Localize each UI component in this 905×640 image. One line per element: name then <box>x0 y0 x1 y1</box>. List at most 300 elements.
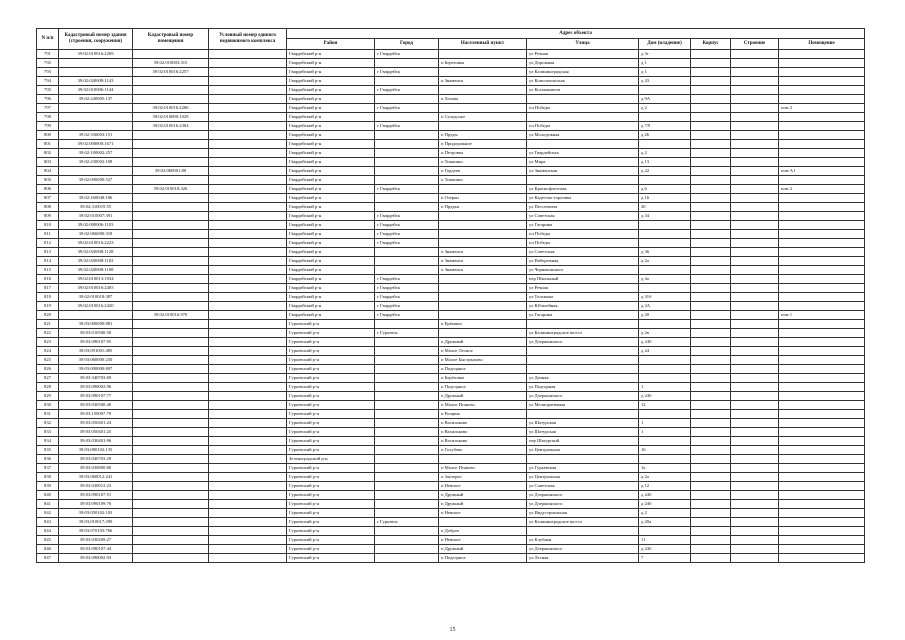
cell-house <box>639 266 691 275</box>
cell-city: г Гвардейск <box>375 275 439 284</box>
cell-city <box>375 113 439 122</box>
cell-cadastral-building: 39:03:030800:80 <box>59 464 133 473</box>
cell-district: Гвардейский р-н <box>287 95 375 104</box>
cell-cadastral-room <box>133 464 209 473</box>
header-district: Район <box>287 39 375 50</box>
cell-district: Гурьевский р-н <box>287 410 375 419</box>
cell-cadastral-building <box>59 311 133 320</box>
cell-district: Зеленоградский р-н <box>287 455 375 464</box>
cell-settlement <box>439 230 527 239</box>
cell-conditional-complex <box>209 68 287 77</box>
cell-structure <box>731 104 779 113</box>
cell-cadastral-building: 39:02:010013:1034 <box>59 275 133 284</box>
cell-room <box>779 536 865 545</box>
cell-district: Гвардейский р-н <box>287 104 375 113</box>
cell-structure <box>731 446 779 455</box>
cell-structure <box>731 509 779 518</box>
cell-conditional-complex <box>209 257 287 266</box>
cell-building <box>691 473 731 482</box>
cell-settlement: п Березовка <box>439 59 527 68</box>
cell-settlement: п Знаменск <box>439 248 527 257</box>
cell-cadastral-room: 39:02:010016:2257 <box>133 68 209 77</box>
cell-settlement <box>439 212 527 221</box>
cell-structure <box>731 158 779 167</box>
cell-building <box>691 392 731 401</box>
cell-district: Гурьевский р-н <box>287 419 375 428</box>
table-row <box>37 239 865 248</box>
cell-row-number: 805 <box>37 176 59 185</box>
cell-city <box>375 59 439 68</box>
cell-settlement: п Голубево <box>439 446 527 455</box>
cell-street <box>527 95 639 104</box>
cell-cadastral-building: 39:02:020008:1182 <box>59 257 133 266</box>
cell-city <box>375 500 439 509</box>
header-structure: Строение <box>731 39 779 50</box>
cell-row-number: 844 <box>37 527 59 536</box>
cell-structure <box>731 203 779 212</box>
cell-settlement: п Васильково <box>439 437 527 446</box>
cell-room <box>779 176 865 185</box>
cell-cadastral-room <box>133 428 209 437</box>
cell-room: пом 1 <box>779 311 865 320</box>
cell-building <box>691 500 731 509</box>
cell-building <box>691 455 731 464</box>
cell-structure <box>731 347 779 356</box>
cell-cadastral-room <box>133 212 209 221</box>
cell-structure <box>731 410 779 419</box>
cell-street: ул Советская <box>527 212 639 221</box>
cell-building <box>691 437 731 446</box>
cell-city <box>375 509 439 518</box>
cell-cadastral-room <box>133 77 209 86</box>
cell-house: д 26 <box>639 131 691 140</box>
cell-conditional-complex <box>209 113 287 122</box>
cell-district: Гвардейский р-н <box>287 167 375 176</box>
cell-row-number: 828 <box>37 383 59 392</box>
cell-cadastral-room <box>133 230 209 239</box>
cell-house: д 1 <box>639 68 691 77</box>
cell-structure <box>731 392 779 401</box>
header-settlement: Населенный пункт <box>439 39 527 50</box>
cell-district: Гвардейский р-н <box>287 86 375 95</box>
header-cad-building: Кадастровый номер здания (строения, сооружения) <box>59 29 133 50</box>
cell-settlement: п Доброе <box>439 527 527 536</box>
cell-structure <box>731 86 779 95</box>
cell-cadastral-building: 39:03:090109:76 <box>59 500 133 509</box>
cell-settlement: п Заозерье <box>439 473 527 482</box>
cell-room <box>779 230 865 239</box>
cell-cadastral-room <box>133 500 209 509</box>
cell-cadastral-room <box>133 158 209 167</box>
cell-conditional-complex <box>209 86 287 95</box>
cell-cadastral-room <box>133 50 209 59</box>
cell-cadastral-room <box>133 554 209 563</box>
cell-cadastral-building: 39:02:010007:391 <box>59 212 133 221</box>
cell-house: 11 <box>639 536 691 545</box>
cell-cadastral-building: 39:03:340703:69 <box>59 374 133 383</box>
cell-row-number: 839 <box>37 482 59 491</box>
cell-house: д 2а <box>639 473 691 482</box>
cell-conditional-complex <box>209 95 287 104</box>
cell-house: 1 <box>639 428 691 437</box>
cell-building <box>691 104 731 113</box>
cell-street: ул Гагарина <box>527 311 639 320</box>
header-street: Улица <box>527 39 639 50</box>
table-row <box>37 302 865 311</box>
cell-street: ул Гурьевская <box>527 464 639 473</box>
cell-city: г Гвардейск <box>375 284 439 293</box>
cell-house: д 22 <box>639 167 691 176</box>
cell-building <box>691 230 731 239</box>
table-row <box>37 419 865 428</box>
cell-row-number: 830 <box>37 401 59 410</box>
cell-room <box>779 419 865 428</box>
cell-room <box>779 347 865 356</box>
cell-settlement <box>439 239 527 248</box>
cell-conditional-complex <box>209 491 287 500</box>
cell-row-number: 812 <box>37 239 59 248</box>
cell-row-number: 796 <box>37 95 59 104</box>
cell-street: ул Центральная <box>527 473 639 482</box>
cell-conditional-complex <box>209 284 287 293</box>
cell-city <box>375 392 439 401</box>
cell-cadastral-building: 39:02:066000:318 <box>59 230 133 239</box>
cell-cadastral-building: 39:02:000006:1103 <box>59 221 133 230</box>
cell-conditional-complex <box>209 365 287 374</box>
cell-structure <box>731 437 779 446</box>
cell-cadastral-building: 39:03:070103:766 <box>59 527 133 536</box>
cell-structure <box>731 266 779 275</box>
cell-district: Гурьевский р-н <box>287 356 375 365</box>
cell-cadastral-building: 39:03:090002:93 <box>59 554 133 563</box>
cell-room <box>779 122 865 131</box>
cell-conditional-complex <box>209 158 287 167</box>
cell-structure <box>731 311 779 320</box>
cell-structure <box>731 554 779 563</box>
cell-conditional-complex <box>209 293 287 302</box>
cell-conditional-complex <box>209 500 287 509</box>
cell-city <box>375 545 439 554</box>
cell-city <box>375 203 439 212</box>
cell-room <box>779 248 865 257</box>
table-row <box>37 176 865 185</box>
cell-conditional-complex <box>209 437 287 446</box>
cell-cadastral-room <box>133 509 209 518</box>
cell-district: Гурьевский р-н <box>287 500 375 509</box>
cell-settlement: п Знаменск <box>439 257 527 266</box>
cell-settlement <box>439 455 527 464</box>
cell-room <box>779 140 865 149</box>
cell-cadastral-building <box>59 185 133 194</box>
cell-street: ул Набережная <box>527 257 639 266</box>
cell-room <box>779 437 865 446</box>
cell-district: Гурьевский р-н <box>287 347 375 356</box>
table-row <box>37 59 865 68</box>
cell-district: Гвардейский р-н <box>287 113 375 122</box>
cell-city: г Гвардейск <box>375 104 439 113</box>
cell-settlement: п Суходолье <box>439 113 527 122</box>
cell-room: пом 2 <box>779 185 865 194</box>
table-row <box>37 284 865 293</box>
cell-city <box>375 131 439 140</box>
cell-street: ул Речная <box>527 50 639 59</box>
cell-conditional-complex <box>209 482 287 491</box>
cell-building <box>691 266 731 275</box>
cell-row-number: 816 <box>37 275 59 284</box>
cell-city <box>375 266 439 275</box>
cell-building <box>691 410 731 419</box>
cell-structure <box>731 176 779 185</box>
cell-room <box>779 302 865 311</box>
cell-room <box>779 95 865 104</box>
cell-house: д 1 <box>639 59 691 68</box>
cell-cadastral-room <box>133 95 209 104</box>
cell-district: Гвардейский р-н <box>287 59 375 68</box>
cell-cadastral-room <box>133 527 209 536</box>
cell-building <box>691 419 731 428</box>
cell-row-number: 841 <box>37 500 59 509</box>
cell-settlement: п Подгорное <box>439 383 527 392</box>
cell-conditional-complex <box>209 230 287 239</box>
cell-row-number: 827 <box>37 374 59 383</box>
cell-conditional-complex <box>209 239 287 248</box>
cell-settlement: п Петровка <box>439 149 527 158</box>
table-row <box>37 131 865 140</box>
cell-house: д 24б <box>639 500 691 509</box>
cell-conditional-complex <box>209 392 287 401</box>
cell-building <box>691 464 731 473</box>
cell-room <box>779 428 865 437</box>
cell-city <box>375 374 439 383</box>
cell-structure <box>731 113 779 122</box>
cell-structure <box>731 59 779 68</box>
cell-settlement <box>439 275 527 284</box>
cell-city <box>375 491 439 500</box>
cell-room <box>779 500 865 509</box>
cell-conditional-complex <box>209 401 287 410</box>
cell-structure <box>731 302 779 311</box>
table-row <box>37 518 865 527</box>
cell-cadastral-room <box>133 410 209 419</box>
cell-cadastral-room <box>133 248 209 257</box>
cell-cadastral-building: 39:03:030401:96 <box>59 437 133 446</box>
cell-street <box>527 347 639 356</box>
cell-city <box>375 482 439 491</box>
cell-house: д 24б <box>639 338 691 347</box>
cell-house: д 2 <box>639 149 691 158</box>
cell-room <box>779 482 865 491</box>
cell-street: ул Клубная <box>527 536 639 545</box>
cell-street: ул Дачная <box>527 374 639 383</box>
header-address: Адрес объекта <box>287 29 865 39</box>
table-row <box>37 185 865 194</box>
cell-cadastral-room: 39:02:010000:1029 <box>133 113 209 122</box>
cell-street <box>527 410 639 419</box>
table-row <box>37 491 865 500</box>
table-row <box>37 482 865 491</box>
cell-city <box>375 77 439 86</box>
cell-building <box>691 122 731 131</box>
cell-city: г Гвардейск <box>375 221 439 230</box>
cell-structure <box>731 536 779 545</box>
cell-settlement: п Малое Исаково <box>439 464 527 473</box>
cell-cadastral-building <box>59 167 133 176</box>
cell-building <box>691 482 731 491</box>
cell-district: Гурьевский р-н <box>287 329 375 338</box>
cell-cadastral-room <box>133 446 209 455</box>
cell-row-number: 813 <box>37 248 59 257</box>
cell-cadastral-room <box>133 536 209 545</box>
cell-street: ул Калининградское шоссе <box>527 518 639 527</box>
cell-room <box>779 410 865 419</box>
cell-district: Гвардейский р-н <box>287 302 375 311</box>
cell-building <box>691 356 731 365</box>
cell-city <box>375 149 439 158</box>
cell-district: Гвардейский р-н <box>287 275 375 284</box>
cell-building <box>691 194 731 203</box>
cell-district: Гвардейский р-н <box>287 122 375 131</box>
cell-structure <box>731 356 779 365</box>
cell-building <box>691 401 731 410</box>
table-row <box>37 248 865 257</box>
table-row <box>37 320 865 329</box>
cell-street: пл Победы <box>527 104 639 113</box>
cell-cadastral-room <box>133 149 209 158</box>
cell-structure <box>731 140 779 149</box>
cell-street <box>527 176 639 185</box>
cell-settlement <box>439 185 527 194</box>
table-row <box>37 383 865 392</box>
cell-city <box>375 446 439 455</box>
cell-cadastral-room <box>133 365 209 374</box>
cell-cadastral-building: 39:03:090107:77 <box>59 392 133 401</box>
cell-cadastral-building: 39:03:150007:70 <box>59 410 133 419</box>
cell-building <box>691 212 731 221</box>
cell-district: Гурьевский р-н <box>287 518 375 527</box>
cell-row-number: 810 <box>37 221 59 230</box>
table-row <box>37 230 865 239</box>
cell-structure <box>731 365 779 374</box>
cell-structure <box>731 401 779 410</box>
cell-conditional-complex <box>209 104 287 113</box>
cell-district: Гвардейский р-н <box>287 158 375 167</box>
cell-district: Гвардейский р-н <box>287 257 375 266</box>
cell-row-number: 836 <box>37 455 59 464</box>
cell-house <box>639 320 691 329</box>
cell-row-number: 838 <box>37 473 59 482</box>
cell-city <box>375 338 439 347</box>
cell-building <box>691 50 731 59</box>
cell-structure <box>731 122 779 131</box>
cell-row-number: 821 <box>37 320 59 329</box>
cell-street: ул Шатурская <box>527 428 639 437</box>
cell-city: г Гвардейск <box>375 86 439 95</box>
cell-row-number: 814 <box>37 257 59 266</box>
cell-house: д 24 <box>639 347 691 356</box>
cell-building <box>691 59 731 68</box>
header-room: Помещение <box>779 39 865 50</box>
cell-city <box>375 167 439 176</box>
cell-city: г Гурьевск <box>375 518 439 527</box>
cell-building <box>691 257 731 266</box>
cell-cadastral-room <box>133 455 209 464</box>
cell-street: ул Гагарина <box>527 221 639 230</box>
cell-street: ул Краснофлотская <box>527 185 639 194</box>
cell-conditional-complex <box>209 302 287 311</box>
cell-settlement: п Рощино <box>439 410 527 419</box>
cell-structure <box>731 77 779 86</box>
cell-street: пл Победы <box>527 122 639 131</box>
cell-settlement <box>439 329 527 338</box>
page-number: 15 <box>449 627 456 633</box>
cell-house: д 2А <box>639 302 691 311</box>
table-row <box>37 86 865 95</box>
cell-structure <box>731 500 779 509</box>
cell-house <box>639 239 691 248</box>
cell-cadastral-building: 39:02:010016:2405 <box>59 284 133 293</box>
cell-house: 12 <box>639 401 691 410</box>
cell-house <box>639 113 691 122</box>
cell-settlement <box>439 284 527 293</box>
cell-settlement: п Придорожное <box>439 140 527 149</box>
cell-district: Гвардейский р-н <box>287 221 375 230</box>
cell-room <box>779 455 865 464</box>
cell-structure <box>731 293 779 302</box>
cell-cadastral-room <box>133 176 209 185</box>
cell-room <box>779 545 865 554</box>
cell-structure <box>731 419 779 428</box>
cell-conditional-complex <box>209 50 287 59</box>
cell-city <box>375 320 439 329</box>
cell-cadastral-room <box>133 266 209 275</box>
cell-street <box>527 320 639 329</box>
cell-structure <box>731 230 779 239</box>
table-row <box>37 500 865 509</box>
cell-building <box>691 509 731 518</box>
cell-cadastral-building: 39:02:010016:2223 <box>59 239 133 248</box>
cell-room <box>779 212 865 221</box>
cell-conditional-complex <box>209 374 287 383</box>
cell-house: д 20 <box>639 311 691 320</box>
cell-house: д 31б <box>639 293 691 302</box>
cell-district: Гурьевский р-н <box>287 509 375 518</box>
cell-street: ул Дзержинского <box>527 545 639 554</box>
cell-cadastral-room <box>133 437 209 446</box>
table-row <box>37 509 865 518</box>
cell-conditional-complex <box>209 311 287 320</box>
cell-house: д 9А <box>639 95 691 104</box>
cell-cadastral-building <box>59 68 133 77</box>
registry-table <box>36 28 865 563</box>
cell-district: Гвардейский р-н <box>287 50 375 59</box>
cell-cadastral-building: 39:02:020008:1108 <box>59 266 133 275</box>
cell-house: д 24б <box>639 545 691 554</box>
cell-building <box>691 338 731 347</box>
cell-building <box>691 77 731 86</box>
cell-street: ул Подгорная <box>527 383 639 392</box>
cell-street <box>527 356 639 365</box>
cell-settlement: п Невское <box>439 509 527 518</box>
cell-street: ул Лесная <box>527 554 639 563</box>
cell-city <box>375 437 439 446</box>
cell-building <box>691 140 731 149</box>
cell-cadastral-room <box>133 194 209 203</box>
cell-district: Гурьевский р-н <box>287 491 375 500</box>
cell-row-number: 792 <box>37 59 59 68</box>
table-row <box>37 158 865 167</box>
cell-room <box>779 329 865 338</box>
cell-settlement <box>439 311 527 320</box>
